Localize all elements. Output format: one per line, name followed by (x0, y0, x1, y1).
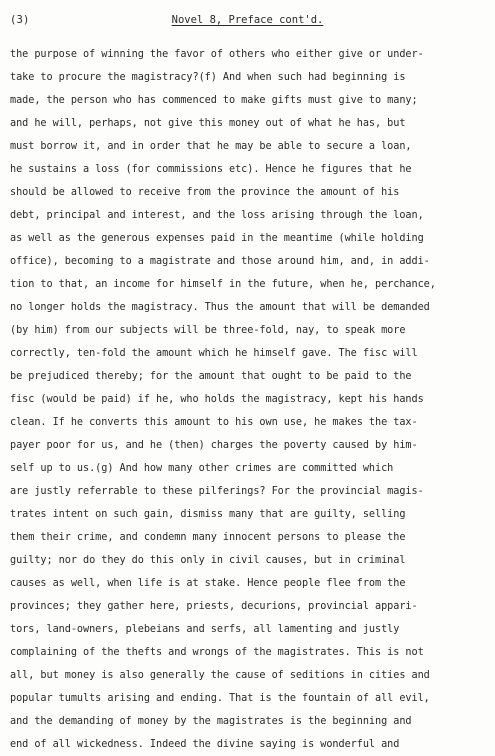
text-line: made, the person who has commenced to make gifts must give to many; (10, 95, 418, 106)
text-line: tors, land-owners, plebeians and serfs, all lamenting and justly (10, 624, 400, 635)
text-line: all, but money is also generally the cause of seditions in cities and (10, 670, 430, 681)
text-line: are justly referrable to these pilferings? For the provincial magis- (10, 486, 424, 497)
text-line: debt, principal and interest, and the loss arising through the loan, (10, 210, 424, 221)
page-number: (3) (10, 14, 30, 26)
text-line: provinces; they gather here, priests, decurions, provincial appari- (10, 601, 418, 612)
text-line: complaining of the thefts and wrongs of the magistrates. This is not (10, 647, 424, 658)
text-line: trates intent on such gain, dismiss many that are guilty, selling (10, 509, 406, 520)
text-line: self up to us.(g) And how many other crimes are committed which (10, 463, 394, 474)
text-line: and he will, perhaps, not give this money out of what he has, but (10, 118, 406, 129)
text-line: guilty; nor do they do this only in civil causes, but in criminal (10, 555, 406, 566)
text-line: fisc (would be paid) if he, who holds the magistracy, kept his hands (10, 394, 424, 405)
text-line: no longer holds the magistracy. Thus the amount that will be demanded (10, 302, 430, 313)
text-line: be prejudiced thereby; for the amount that ought to be paid to the (10, 371, 412, 382)
text-line: payer poor for us, and he (then) charges the poverty caused by him- (10, 440, 418, 451)
text-line: should be allowed to receive from the province the amount of his (10, 187, 400, 198)
text-line: and the demanding of money by the magistrates is the beginning and (10, 716, 412, 727)
text-line: causes as well, when life is at stake. Hence people flee from the (10, 578, 406, 589)
text-line: (by him) from our subjects will be three-fold, nay, to speak more (10, 325, 406, 336)
text-line: he sustains a loss (for commissions etc). Hence he figures that he (10, 164, 412, 175)
text-line: clean. If he converts this amount to his own use, he makes the tax- (10, 417, 418, 428)
text-line: tion to that, an income for himself in the future, when he, perchance, (10, 279, 436, 290)
text-line: correctly, ten-fold the amount which he himself gave. The fisc will (10, 348, 418, 359)
text-line: popular tumults arising and ending. That is the fountain of all evil, (10, 693, 430, 704)
text-line: them their crime, and condemn many innocent persons to please the (10, 532, 406, 543)
text-line: office), becoming to a magistrate and those around him, and, in addi- (10, 256, 430, 267)
text-line: the purpose of winning the favor of others who either give or under- (10, 49, 424, 60)
text-line: must borrow it, and in order that he may be able to secure a loan, (10, 141, 412, 152)
body-text (10, 43, 490, 756)
text-line: end of all wickedness. Indeed the divine saying is wonderful and (10, 739, 400, 750)
running-head-title: Novel 8, Preface cont'd. (171, 14, 324, 26)
text-line: take to procure the magistracy?(f) And when such had beginning is (10, 72, 406, 83)
text-line: as well as the generous expenses paid in the meantime (while holding (10, 233, 424, 244)
